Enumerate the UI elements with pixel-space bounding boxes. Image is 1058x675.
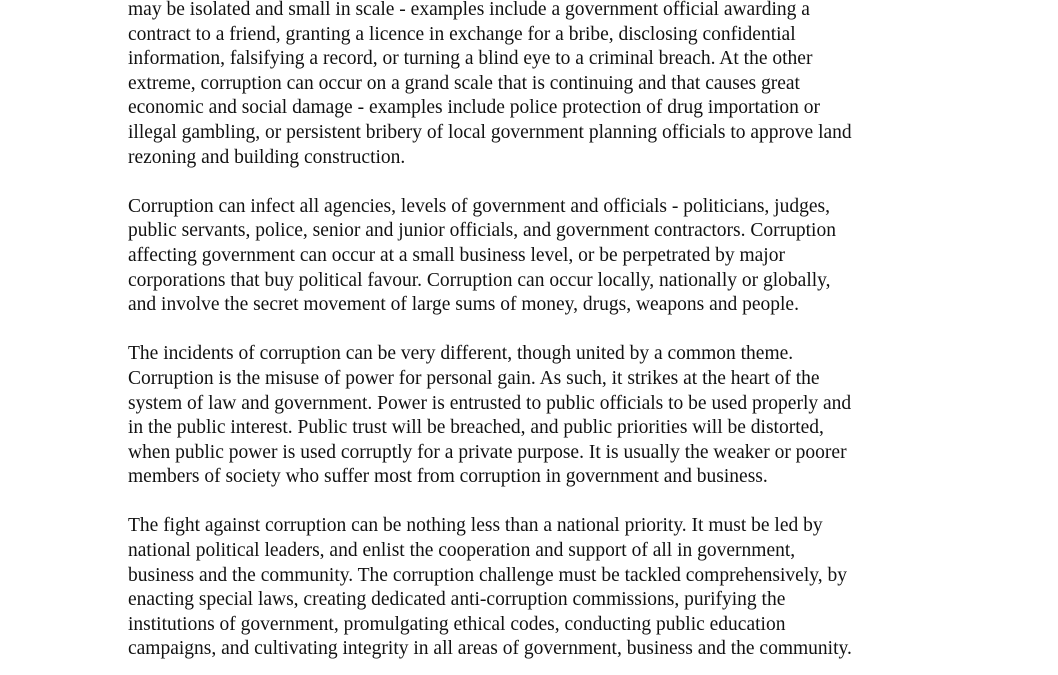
- text-line: institutions of government, promulgating ethical codes, conducting public education: [128, 613, 786, 635]
- text-line: in the public interest. Public trust will be breached, and public priorities will be distorted,: [128, 417, 824, 439]
- paragraph-common-theme: [128, 342, 1028, 490]
- text-line: The fight against corruption can be nothing less than a national priority. It must be led by: [128, 515, 823, 537]
- text-line: and involve the secret movement of large sums of money, drugs, weapons and people.: [128, 294, 799, 316]
- text-line: enacting special laws, creating dedicated anti-corruption commissions, purifying the: [128, 589, 786, 611]
- text-line: economic and social damage - examples include police protection of drug importation or: [128, 97, 821, 119]
- text-line: business and the community. The corruption challenge must be tackled comprehensively, by: [128, 564, 847, 586]
- text-line: when public power is used corruptly for a private purpose. It is usually the weaker or poorer: [128, 441, 847, 463]
- text-line: The incidents of corruption can be very different, though united by a common theme.: [128, 343, 794, 365]
- text-line: public servants, police, senior and junior officials, and government contractors. Corruption: [128, 220, 836, 242]
- text-line: members of society who suffer most from corruption in government and business.: [128, 466, 768, 488]
- text-line: Corruption can infect all agencies, levels of government and officials - politicians, judges,: [128, 195, 830, 217]
- text-line: national political leaders, and enlist the cooperation and support of all in government,: [128, 540, 796, 562]
- text-line: information, falsifying a record, or turning a blind eye to a criminal breach. At the other: [128, 48, 813, 70]
- text-line: campaigns, and cultivating integrity in all areas of government, business and the community.: [128, 638, 852, 660]
- paragraph-who-is-affected: [128, 195, 1028, 318]
- text-line: corporations that buy political favour. Corruption can occur locally, nationally or globally,: [128, 269, 831, 291]
- text-line: illegal gambling, or persistent bribery of local government planning officials to approve land: [128, 121, 852, 143]
- text-line: affecting government can occur at a small business level, or be perpetrated by major: [128, 244, 785, 266]
- text-line: system of law and government. Power is entrusted to public officials to be used properly and: [128, 392, 852, 414]
- text-line: contract to a friend, granting a licence in exchange for a bribe, disclosing confidential: [128, 23, 796, 45]
- text-line: rezoning and building construction.: [128, 146, 406, 168]
- text-line: Corruption is the misuse of power for personal gain. As such, it strikes at the heart of the: [128, 367, 820, 389]
- text-line: extreme, corruption can occur on a grand scale that is continuing and that causes great: [128, 72, 800, 94]
- text-line: may be isolated and small in scale - examples include a government official awarding a: [128, 0, 810, 20]
- document-body: [128, 0, 1028, 675]
- paragraph-national-priority: [128, 514, 1028, 662]
- paragraph-scale-of-corruption: [128, 0, 1028, 170]
